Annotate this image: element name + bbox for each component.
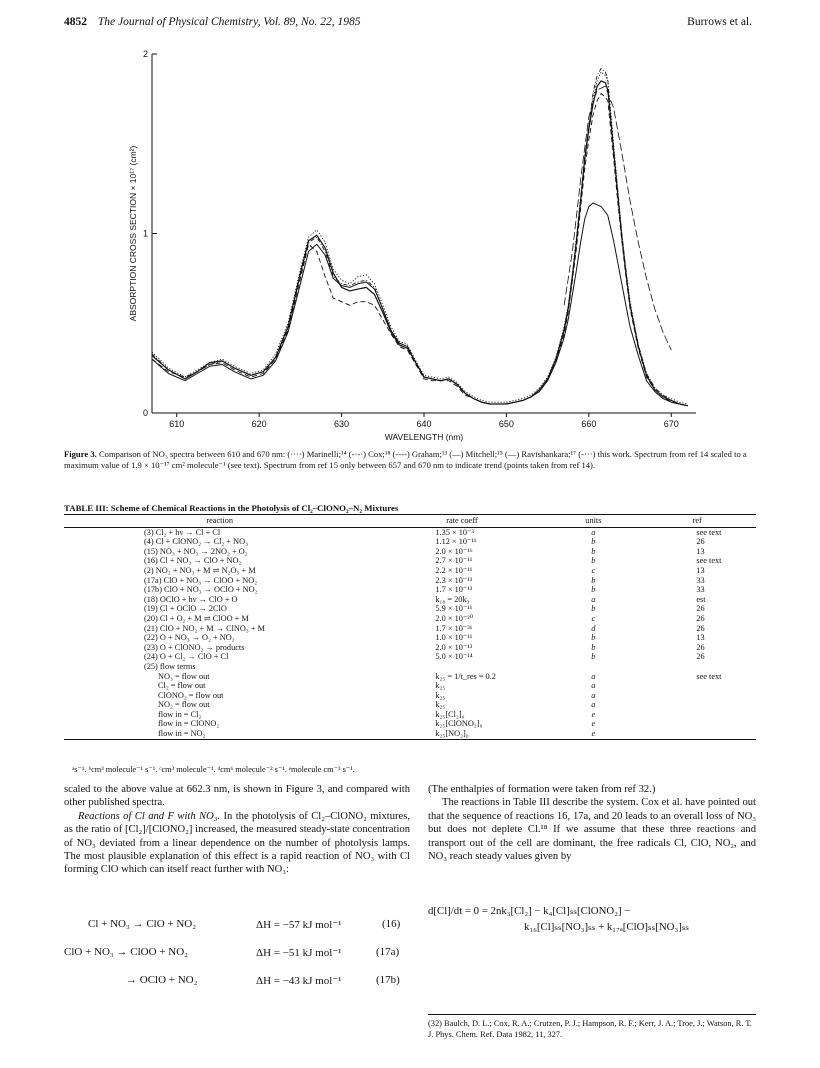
table-body: [64, 527, 756, 739]
eq17a-number: (17a): [376, 946, 400, 958]
cell-rate: 2.2 × 10⁻¹¹: [435, 565, 473, 575]
table-row: [64, 719, 756, 729]
caption-label: Figure 3.: [64, 449, 97, 459]
x-tick-label: 650: [498, 419, 514, 429]
cell-ref: 13: [696, 546, 705, 556]
x-axis-label: WAVELENGTH (nm): [384, 432, 464, 442]
cell-reaction: (21) ClO + NO₂ + M → ClNO₃ + M: [144, 623, 266, 633]
x-tick-label: 630: [334, 419, 350, 429]
cell-rate: 2.0 × 10⁻¹³: [435, 642, 473, 652]
cell-ref: see text: [696, 556, 722, 566]
table-row: [64, 700, 756, 710]
table-row: [64, 527, 756, 537]
cell-ref: see text: [696, 527, 722, 537]
table-header-row: [64, 515, 756, 528]
eq17b-enthalpy: ΔH = −43 kJ mol⁻¹: [256, 975, 342, 987]
table-row: [64, 595, 756, 605]
cell-ref: 26: [696, 604, 705, 614]
cell-ref: [638, 662, 756, 672]
cell-rate: [375, 662, 548, 672]
caption-text: Comparison of NO₃ spectra between 610 and 670 nm: (····) Marinelli;¹⁴ (-·-·) Cox;¹⁸ (----) Graham;¹³ (—) Mitchell;¹⁵ (—) Ravishankara;¹⁷ (-···) this work. Spectrum from ref 14 scaled to a maximum value of 1.9 × 10⁻¹⁷ cm² molecule⁻¹ (see text). Spectrum from ref 15 only between 657 and 670 nm to indicate trend (points taken from ref 14).: [64, 449, 747, 470]
cell-ref: 13: [696, 565, 705, 575]
table-title: TABLE III: Scheme of Chemical Reactions in the Photolysis of Cl₂–ClONO₂–N₂ Mixtures: [64, 503, 399, 513]
table-row: [64, 633, 756, 643]
cell-units: a: [591, 594, 596, 604]
cell-units: a: [591, 700, 596, 710]
series-line-graham: [152, 94, 688, 406]
cell-ref: 13: [696, 633, 705, 643]
cell-rate: k₂₅[Cl₂]₀: [435, 709, 465, 719]
cell-rate: 2.0 × 10⁻¹⁶: [435, 546, 473, 556]
reference-32: (32) Baulch, D. L.; Cox, R. A.; Crutzen, P. J.; Hampson, R. F.; Kerr, J. A.; Troe, J.; Watson, R. T. J. Phys. Chem. Ref. Data 1982, 11, 327.: [428, 1014, 756, 1040]
cell-ref: est: [696, 594, 706, 604]
y-tick-label: 2: [142, 49, 148, 59]
cell-ref: 26: [696, 642, 705, 652]
cell-rate: 1.0 × 10⁻¹¹: [435, 633, 473, 643]
left-column-text: [64, 783, 410, 877]
cell-reaction: (15) NO₃ + NO₃ → 2NO₂ + O₂: [144, 546, 248, 556]
cell-ref: see text: [696, 671, 722, 681]
cell-ref: 26: [696, 652, 705, 662]
cell-units: b: [591, 585, 596, 595]
eq16-number: (16): [382, 918, 401, 930]
figure-caption: [64, 449, 756, 471]
table-row: [64, 576, 756, 586]
table-row: [64, 556, 756, 566]
right-paragraph-2: The reactions in Table III describe the system. Cox et al. have pointed out that the sequence of reactions 16, 17a, and 20 leads to an overall loss of NO₃ but does not deplete Cl.¹⁸ If we assume that these three reactions and transport out of the cell are dominant, the free radicals Cl, ClO, NO₂, and NO₃ reach steady values given by: [428, 797, 756, 863]
equation-17a: [64, 946, 188, 958]
cell-ref: 26: [696, 623, 705, 633]
table-footnote: ᵃs⁻¹. ᵇcm³ molecule⁻¹ s⁻¹. ᶜcm³ molecule⁻¹. ᵈcm⁶ molecule⁻² s⁻¹. ᵉmolecule cm⁻³ s⁻¹.: [72, 765, 355, 774]
x-tick-label: 670: [663, 419, 679, 429]
cell-reaction: (20) Cl + O₂ + M ⇌ ClOO + M: [144, 613, 249, 623]
rate-equation-line-2: k₁₆[Cl]ₛₛ[NO₃]ₛₛ + k₁₇ₐ[ClO]ₛₛ[NO₃]ₛₛ: [524, 921, 690, 933]
x-tick-label: 610: [169, 419, 185, 429]
y-tick-label: 0: [142, 408, 148, 418]
cell-rate: 1.35 × 10⁻³: [435, 527, 474, 537]
cell-rate: k₂₅: [435, 681, 446, 691]
cell-reaction: ClONO₂ = flow out: [158, 690, 224, 700]
table-row: [64, 566, 756, 576]
cell-reaction: Cl₂ = flow out: [158, 681, 206, 691]
cell-units: d: [591, 623, 596, 633]
cell-units: b: [591, 604, 596, 614]
cell-units: b: [591, 633, 596, 643]
cell-units: e: [591, 719, 596, 729]
y-tick-label: 1: [142, 228, 148, 239]
cell-rate: 5.0 × 10⁻¹⁴: [435, 652, 473, 662]
table-row: [64, 672, 756, 682]
cell-rate: 2.0 × 10⁻²⁰: [435, 613, 474, 623]
eq17a-enthalpy: ΔH = −51 kJ mol⁻¹: [256, 947, 342, 959]
running-authors: Burrows et al.: [687, 16, 752, 28]
series-line-cox: [152, 68, 688, 405]
cell-units: c: [591, 565, 596, 575]
cell-units: a: [591, 671, 596, 681]
cell-reaction: (4) Cl + ClONO₂ → Cl₂ + NO₃: [144, 537, 249, 547]
x-tick-label: 640: [416, 419, 432, 429]
cell-rate: k₁₈ = 20k₃: [435, 594, 470, 604]
cell-reaction: (17b) ClO + NO₃ → OClO + NO₂: [144, 585, 258, 595]
equation-16: [88, 918, 196, 930]
table-row: [64, 614, 756, 624]
cell-ref: [638, 719, 756, 729]
section-heading: Reactions of Cl and F with NO₃.: [78, 810, 221, 822]
chart-series: [152, 68, 688, 405]
journal-title: The Journal of Physical Chemistry, Vol. 89, No. 22, 1985: [97, 16, 361, 28]
cell-reaction: (16) Cl + NO₃ → ClO + NO₂: [144, 556, 242, 566]
cell-rate: k₂₅: [435, 690, 446, 700]
cell-rate: 2.3 × 10⁻¹³: [435, 575, 473, 585]
cell-ref: 33: [696, 585, 705, 595]
table-row: [64, 604, 756, 614]
cell-rate: k₂₅[NO₂]₀: [375, 729, 548, 739]
cell-units: e: [591, 709, 596, 719]
right-column-text: [428, 783, 756, 863]
eq16-reaction: Cl + NO₃ → ClO + NO₂: [88, 918, 197, 930]
cell-ref: 26: [696, 613, 705, 623]
spectrum-chart: [108, 42, 708, 444]
col-header-ref: ref: [638, 515, 756, 528]
table-row: [64, 537, 756, 547]
table-row: [64, 652, 756, 662]
table-row: [64, 643, 756, 653]
cell-reaction: flow in = NO₂: [64, 729, 375, 739]
table-row: [64, 662, 756, 672]
left-paragraph-2: In the photolysis of Cl₂–ClONO₂ mixtures, as the ratio of [Cl₂]/[ClONO₂] increased, the measured steady-state concentration of NO₃ deviated from a linear dependence on the number of photolysis lamps. The most plausible explanation of this effect is a rapid reaction of NO₃ with Cl forming ClO which can itself react further with NO₃:: [64, 810, 410, 876]
cell-reaction: (22) O + NO₃ → O₂ + NO₂: [144, 633, 235, 643]
cell-rate: k₂₅[ClONO₂]₀: [435, 719, 483, 729]
table-row: [64, 729, 756, 739]
cell-units: [548, 662, 638, 672]
equation-17b: [126, 974, 197, 986]
cell-units: a: [591, 527, 596, 537]
rate-equation-line-1: d[Cl]/dt = 0 = 2nk₃[Cl₂] − k₄[Cl]ₛₛ[ClONO₂] −: [428, 905, 631, 917]
cell-rate: 1.7 × 10⁻¹³: [435, 585, 473, 595]
page-number: 4852: [64, 16, 87, 28]
table-row: [64, 710, 756, 720]
cell-rate: k₂₅ = 1/t_res = 0.2: [435, 671, 496, 681]
table-row: [64, 691, 756, 701]
cell-ref: [638, 700, 756, 710]
cell-units: a: [591, 690, 596, 700]
cell-rate: 1.12 × 10⁻¹¹: [435, 537, 477, 547]
cell-rate: 2.7 × 10⁻¹¹: [435, 556, 473, 566]
cell-units: b: [591, 546, 596, 556]
left-paragraph-1: scaled to the above value at 662.3 nm, is shown in Figure 3, and compared with other published spectra.: [64, 784, 410, 809]
series-line-mitchell: [564, 86, 671, 350]
eq17b-reaction: → OClO + NO₂: [126, 974, 198, 986]
cell-reaction: NO₃ = flow out: [158, 671, 210, 681]
table-row: [64, 624, 756, 634]
x-tick-label: 660: [581, 419, 597, 429]
cell-reaction: flow in = Cl₂: [158, 709, 202, 719]
cell-units: e: [548, 729, 638, 739]
cell-reaction: (19) Cl + OClO → 2ClO: [144, 604, 227, 614]
cell-reaction: (2) NO₂ + NO₃ + M ⇌ N₂O₅ + M: [144, 565, 256, 575]
series-line-marinelli: [152, 72, 688, 404]
x-tick-label: 620: [251, 419, 267, 429]
table-row: [64, 547, 756, 557]
cell-units: b: [591, 556, 596, 566]
table-row: [64, 585, 756, 595]
cell-reaction: (17a) ClO + NO₃ → ClOO + NO₂: [144, 575, 258, 585]
y-axis-label: ABSORPTION CROSS SECTION × 10¹⁷ (cm²): [128, 145, 138, 322]
series-line-ravishankara: [152, 203, 688, 406]
series-line-this-work: [152, 81, 688, 406]
col-header-reaction: reaction: [64, 515, 375, 528]
cell-units: b: [591, 652, 596, 662]
eq17a-reaction: ClO + NO₃ → ClOO + NO₂: [64, 946, 188, 958]
cell-reaction: NO₂ = flow out: [158, 700, 210, 710]
reaction-table: [64, 514, 756, 740]
cell-rate: k₂₅: [435, 700, 446, 710]
cell-units: a: [591, 681, 596, 691]
cell-ref: [638, 710, 756, 720]
cell-reaction: (3) Cl₂ + hν → Cl + Cl: [144, 527, 221, 537]
table-row: [64, 681, 756, 691]
col-header-units: units: [548, 515, 638, 528]
col-header-rate: rate coeff: [375, 515, 548, 528]
cell-ref: [638, 681, 756, 691]
cell-units: c: [591, 613, 596, 623]
eq16-enthalpy: ΔH = −57 kJ mol⁻¹: [256, 919, 342, 931]
cell-units: b: [591, 575, 596, 585]
cell-units: b: [591, 642, 596, 652]
eq17b-number: (17b): [376, 974, 400, 986]
page-header: [64, 16, 752, 34]
cell-reaction: flow in = ClONO₂: [158, 719, 220, 729]
cell-ref: [638, 691, 756, 701]
cell-reaction: (24) O + Cl₂ → ClO + Cl: [144, 652, 229, 662]
cell-reaction: (23) O + ClONO₂ → products: [144, 642, 245, 652]
cell-units: b: [591, 537, 596, 547]
right-paragraph-1: (The enthalpies of formation were taken from ref 32.): [428, 784, 656, 795]
cell-rate: 5.9 × 10⁻¹¹: [435, 604, 473, 614]
cell-reaction: (18) OClO + hν → ClO + O: [144, 594, 238, 604]
cell-ref: 26: [696, 537, 705, 547]
cell-reaction: (25) flow terms: [144, 661, 196, 671]
cell-ref: 33: [696, 575, 705, 585]
cell-ref: [638, 729, 756, 739]
cell-rate: 1.7 × 10⁻³¹: [435, 623, 473, 633]
